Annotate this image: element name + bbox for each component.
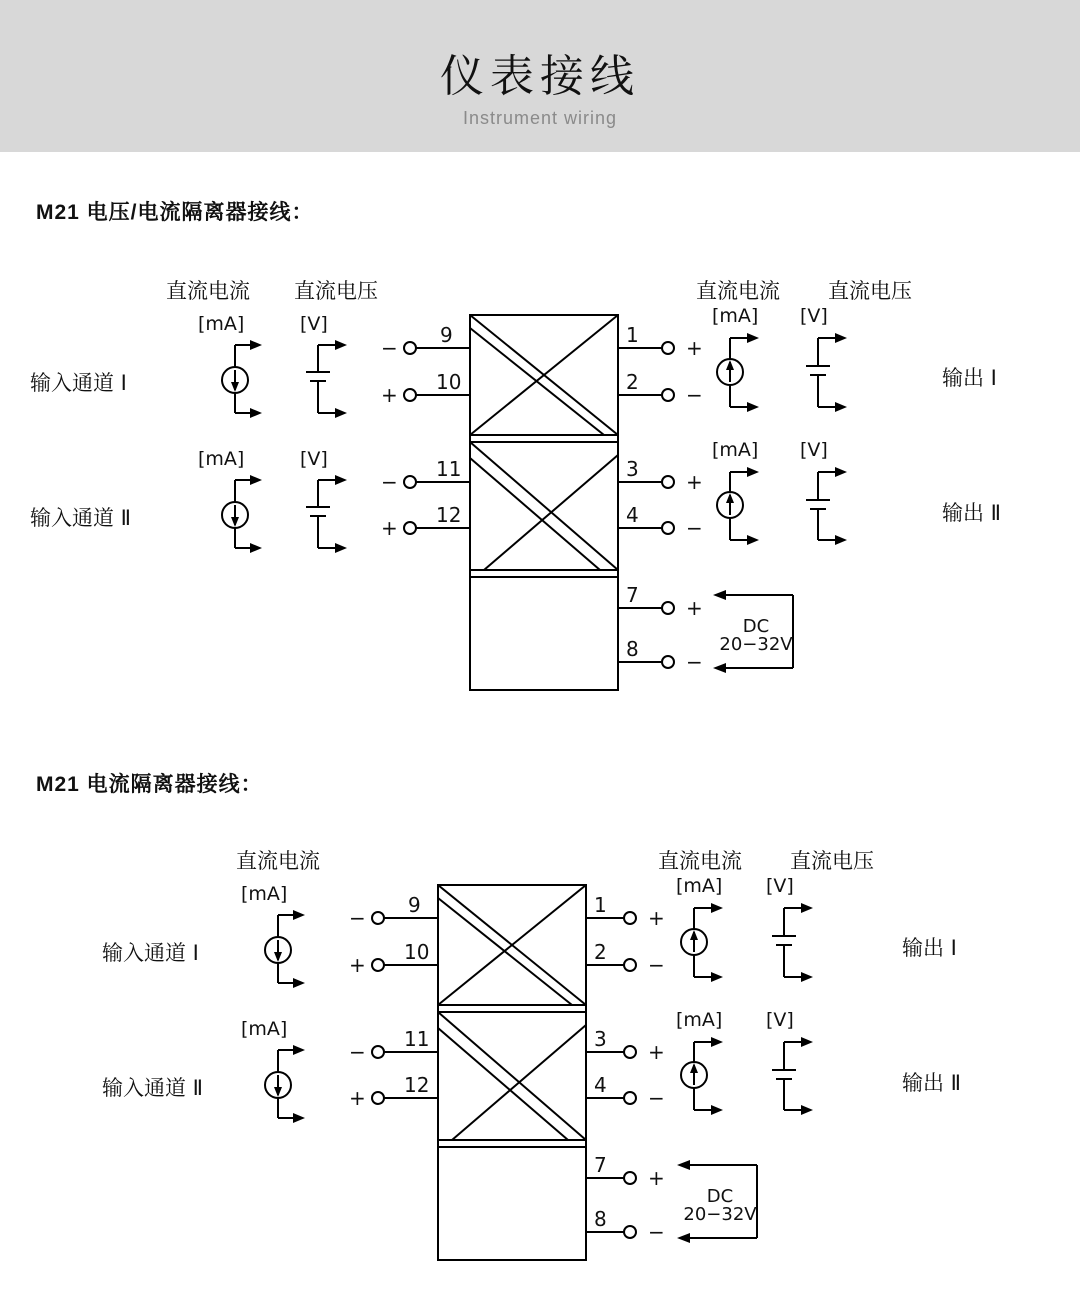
terminal-number-11: 11 [404,1027,430,1051]
terminal-sign-4: − [686,516,703,540]
unit-mA-out-2: [mA] [676,1009,723,1031]
section-title-current: M21 电流隔离器接线： [36,773,263,796]
terminal-sign-4: − [648,1086,665,1110]
unit-mA-out-2: [mA] [712,439,759,461]
module-body [470,315,618,690]
unit-mA-in-1: [mA] [241,883,288,905]
terminal-number-4: 4 [594,1073,607,1097]
terminal-sign-3: + [648,1040,665,1064]
terminal-number-1: 1 [594,893,607,917]
unit-V-out-1: [V] [766,875,794,897]
heading-output-current: 直流电流 [658,849,742,873]
terminal-sign-9: − [381,336,398,360]
unit-V-out-2: [V] [800,439,828,461]
label-output-channel-1: 输出 Ⅰ [942,366,997,390]
terminal-sign-10: + [349,953,366,977]
label-input-channel-1: 输入通道 Ⅰ [30,371,127,395]
power-label-dc: DC [742,616,770,637]
power-label-range: 20−32V [719,634,793,655]
terminal-sign-1: + [648,906,665,930]
terminal-number-7: 7 [594,1153,607,1177]
heading-output-voltage: 直流电压 [828,279,912,303]
terminal-number-12: 12 [404,1073,430,1097]
heading-output-current: 直流电流 [696,279,780,303]
terminal-number-8: 8 [594,1207,607,1231]
label-output-channel-2: 输出 Ⅱ [902,1071,962,1095]
unit-mA-out-1: [mA] [712,305,759,327]
unit-mA-out-1: [mA] [676,875,723,897]
page-header [0,0,1080,152]
terminal-sign-2: − [686,383,703,407]
page-subtitle: Instrument wiring [462,108,618,128]
heading-input-current: 直流电流 [236,849,320,873]
terminal-sign-11: − [381,470,398,494]
terminal-number-10: 10 [404,940,430,964]
heading-input-voltage: 直流电压 [294,279,378,303]
label-input-channel-1: 输入通道 Ⅰ [102,941,199,965]
unit-mA-in-1: [mA] [198,313,245,335]
terminal-number-2: 2 [626,370,639,394]
terminal-number-7: 7 [626,583,639,607]
terminal-sign-8: − [686,650,703,674]
wiring-diagram-voltage-current-isolator [0,250,1080,720]
section-title-voltage-current: M21 电压/电流隔离器接线： [36,201,314,224]
terminal-number-9: 9 [440,323,453,347]
terminal-sign-1: + [686,336,703,360]
label-output-channel-2: 输出 Ⅱ [942,501,1002,525]
page-title: 仪表接线 [440,51,640,102]
power-label-dc: DC [706,1186,734,1207]
terminal-number-4: 4 [626,503,639,527]
label-input-channel-2: 输入通道 Ⅱ [102,1076,204,1100]
terminal-number-3: 3 [626,457,639,481]
heading-output-voltage: 直流电压 [790,849,874,873]
terminal-sign-8: − [648,1220,665,1244]
terminal-sign-3: + [686,470,703,494]
terminal-number-11: 11 [436,457,462,481]
module-body [438,885,586,1260]
unit-V-out-2: [V] [766,1009,794,1031]
terminal-number-9: 9 [408,893,421,917]
terminal-sign-12: + [349,1086,366,1110]
terminal-sign-11: − [349,1040,366,1064]
power-label-range: 20−32V [683,1204,757,1225]
unit-V-in-1: [V] [300,313,328,335]
unit-V-out-1: [V] [800,305,828,327]
terminal-number-3: 3 [594,1027,607,1051]
unit-mA-in-2: [mA] [241,1018,288,1040]
terminal-number-1: 1 [626,323,639,347]
terminal-number-2: 2 [594,940,607,964]
heading-input-current: 直流电流 [166,279,250,303]
terminal-sign-12: + [381,516,398,540]
label-input-channel-2: 输入通道 Ⅱ [30,506,132,530]
label-output-channel-1: 输出 Ⅰ [902,936,957,960]
unit-mA-in-2: [mA] [198,448,245,470]
terminal-number-10: 10 [436,370,462,394]
wiring-diagram-current-isolator [0,820,1080,1280]
terminal-number-12: 12 [436,503,462,527]
terminal-sign-10: + [381,383,398,407]
terminal-sign-9: − [349,906,366,930]
terminal-sign-2: − [648,953,665,977]
terminal-sign-7: + [648,1166,665,1190]
terminal-sign-7: + [686,596,703,620]
unit-V-in-2: [V] [300,448,328,470]
terminal-number-8: 8 [626,637,639,661]
